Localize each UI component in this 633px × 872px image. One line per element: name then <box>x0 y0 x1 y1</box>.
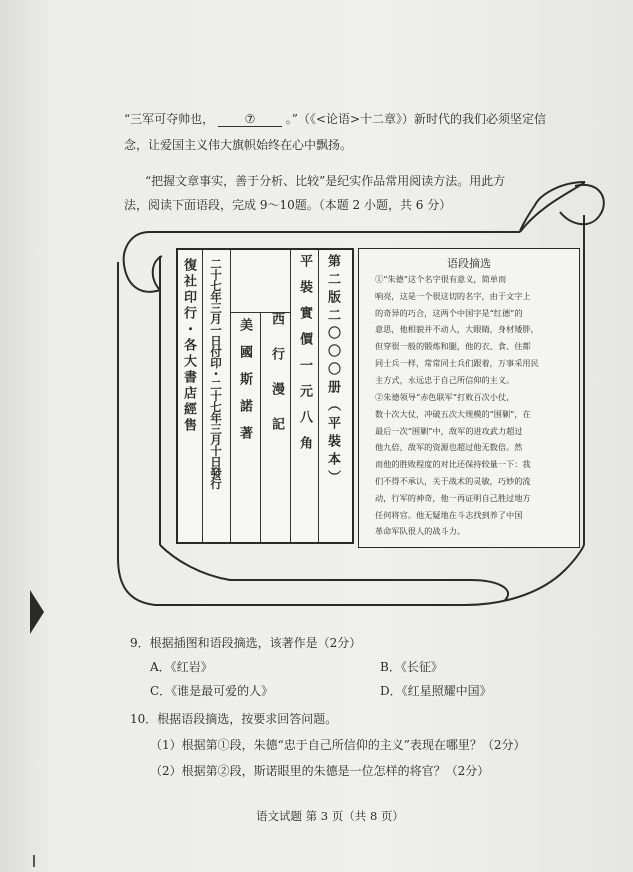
page-footer: 语文试题 第 3 页（共 8 页） <box>256 809 404 823</box>
method-line-1: “把握文章事实，善于分析、比较”是纪实作品常用阅读方法。用此方 <box>145 174 506 188</box>
excerpt-line: 任何将官。他无疑地在斗志找到养了中国 <box>375 509 523 520</box>
excerpt-line: 响亮，这是一个很这切的名字，由于文字上 <box>375 290 531 301</box>
question-9-stem: 9．根据插图和语段摘选，该著作是（2分） <box>130 636 362 650</box>
quote-suffix: 。”（《<论语>十二章》）新时代的我们必须坚定信 <box>285 112 547 126</box>
cover-edition: 第二版二〇〇〇册（平裝本） <box>325 254 340 488</box>
excerpt-line: 他九倍，敌军的资源也超过他无数倍。然 <box>375 442 523 453</box>
cover-dates: 二十七年三月一日付印・二十七年三月十日發行 <box>209 258 223 489</box>
question-9-option-b: B．《长征》 <box>380 660 443 674</box>
cover-author: 美國斯諾著 <box>237 318 252 453</box>
excerpt-line: 但穿很一般的锻炼和腿，他的衣、食、住都 <box>375 341 531 352</box>
answer-blank-7: ⑦ <box>218 112 282 127</box>
excerpt-line: ①“朱德”这个名字很有意义，简单而 <box>375 274 507 284</box>
excerpt-line: 最后一次“围剿”中，敌军的进攻武力超过 <box>375 425 523 436</box>
book-cover-illustration <box>176 248 354 544</box>
excerpt-line: 意思，他相貌并不动人，大眼睛，身材矮胖， <box>375 324 539 335</box>
method-line-2: 法，阅读下面语段，完成 9～10题。（本题 2 小题，共 6 分） <box>124 198 452 212</box>
excerpt-line: ②朱德领导“赤色联军”打败百次小仗， <box>375 392 515 402</box>
cover-publisher: 復社印行・各大書店經售 <box>181 258 196 434</box>
quote-prefix: “三军可夺帅也， <box>124 112 215 126</box>
excerpt-line: 数十次大仗，冲破五次大规模的“围剿”，在 <box>375 408 531 419</box>
excerpt-line: 革命军队很人的战斗力。 <box>375 526 466 537</box>
excerpt-box <box>358 248 580 548</box>
excerpt-line: 同士兵一样，常常同士兵们跟着，万事采用民 <box>375 357 539 368</box>
excerpt-title: 语段摘选 <box>447 257 491 270</box>
question-10-stem: 10．根据语段摘选，按要求回答问题。 <box>130 712 338 726</box>
excerpt-line: 的奇异的巧合，这两个中国字是“红德”的 <box>375 307 523 318</box>
binding-marker <box>30 590 44 634</box>
question-10-sub-2: （2）根据第②段，斯诺眼里的朱德是一位怎样的将官？（2分） <box>150 764 490 778</box>
intro-line-2: 念，让爱国主义伟大旗帜始终在心中飘扬。 <box>124 138 353 152</box>
cover-price: 平裝實價一元八角 <box>297 254 312 462</box>
question-9-option-a: A．《红岩》 <box>150 660 213 674</box>
excerpt-line: 动，行军的神奇，他一再证明自己胜过地方 <box>375 492 531 503</box>
excerpt-line: 主方式，永远忠于自己所信仰的主义。 <box>375 374 515 385</box>
excerpt-paragraph-1 <box>375 271 571 389</box>
excerpt-line: 们不得不承认，关于战术的灵敏，巧妙的流 <box>375 475 531 486</box>
question-9-option-c: C．《谁是最可爱的人》 <box>150 684 274 698</box>
excerpt-line: 而他的胜败程度的对比还保持较量一下：我 <box>375 459 531 470</box>
excerpt-paragraph-2 <box>375 389 571 540</box>
cover-book-title: 西行漫記 <box>269 312 284 452</box>
binding-tick <box>33 855 35 867</box>
question-9-option-d: D．《红星照耀中国》 <box>380 684 492 698</box>
question-10-sub-1: （1）根据第①段，朱德“忠于自己所信仰的主义”表现在哪里？（2分） <box>150 738 526 752</box>
